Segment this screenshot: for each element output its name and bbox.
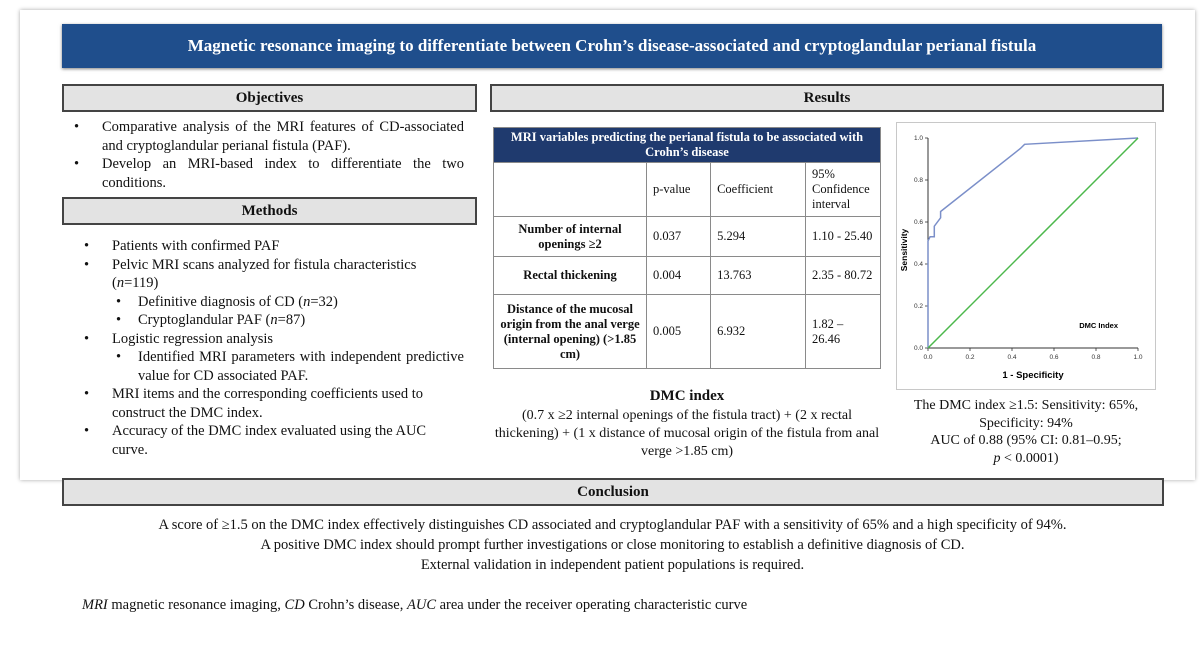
list-item: • MRI items and the corresponding coefficients used to construct the DMC index. [72, 385, 464, 422]
poster-title: Magnetic resonance imaging to differentiate between Crohn’s disease-associated and cryptoglandular perianal fistula [62, 24, 1162, 68]
roc-y-tick-label: 0.8 [913, 177, 923, 185]
abbreviations-footnote [82, 597, 747, 614]
abbr-cd: CD [284, 597, 305, 613]
table-row [494, 257, 881, 295]
list-item: • Accuracy of the DMC index evaluated using the AUC curve. [72, 422, 464, 459]
p-symbol: p [993, 450, 1001, 466]
roc-x-tick-label: 1.0 [1133, 354, 1143, 361]
list-item: • Identified MRI parameters with independent predictive value for CD associated PAF. [72, 348, 464, 385]
abbr-mri-def: magnetic resonance imaging, [107, 597, 285, 613]
table-row [494, 295, 881, 369]
table-cell: 1.82 – 26.46 [806, 295, 881, 369]
conclusion-line: A score of ≥1.5 on the DMC index effectively distinguishes CD associated and cryptoglandular PAF with a sensitivity of 65% and a high specificity of 94%. [158, 517, 1067, 533]
dmc-index-formula: (0.7 x ≥2 internal openings of the fistula tract) + (2 x rectal thickening) + (1 x distance of mucosal origin of the fistula from anal verge >1.85 cm) [494, 408, 880, 459]
roc-y-tick-label: 0.6 [913, 219, 923, 227]
abbr-auc: AUC [406, 597, 436, 613]
abbr-cd-def: Crohn’s disease, [304, 597, 407, 613]
table-cell: 1.10 - 25.40 [806, 217, 881, 257]
table-title: MRI variables predicting the perianal fistula to be associated with Crohn’s disease [494, 128, 881, 163]
table-cell: 6.932 [711, 295, 806, 369]
roc-y-tick-label: 1.0 [913, 135, 923, 143]
roc-frame [897, 123, 1156, 390]
table-cell: 13.763 [711, 257, 806, 295]
table-cell-variable: Number of internal openings ≥2 [494, 217, 647, 257]
table-header-blank [494, 163, 647, 217]
objectives-list [62, 118, 464, 192]
roc-x-tick-label: 0.8 [1091, 354, 1101, 361]
roc-ylabel: Sensitivity [899, 228, 909, 272]
roc-x-tick-label: 0.4 [1007, 354, 1017, 361]
conclusion-text [40, 515, 1185, 575]
predictor-table [493, 127, 881, 369]
methods-list [72, 237, 464, 459]
conclusion-line: A positive DMC index should prompt further investigations or close monitoring to establish a definitive diagnosis of CD. [260, 537, 965, 553]
list-item: • Cryptoglandular PAF (n=87) [72, 311, 464, 330]
table-header: Coefficient [711, 163, 806, 217]
table-cell-variable: Distance of the mucosal origin from the anal verge (internal opening) (>1.85 cm) [494, 295, 647, 369]
table-header: p-value [647, 163, 711, 217]
table-header: 95% Confidence interval [806, 163, 881, 217]
roc-y-tick-label: 0.2 [913, 303, 923, 311]
table-cell: 0.037 [647, 217, 711, 257]
list-item: • Logistic regression analysis [72, 330, 464, 349]
table-row [494, 217, 881, 257]
table-cell: 0.005 [647, 295, 711, 369]
conclusion-heading: Conclusion [62, 478, 1164, 506]
list-item: • Patients with confirmed PAF [72, 237, 464, 256]
roc-caption-line3 [896, 450, 1156, 468]
abbr-auc-def: area under the receiver operating characteristic curve [435, 597, 748, 613]
roc-x-tick-label: 0.6 [1049, 354, 1059, 361]
conclusion-line: External validation in independent patient populations is required. [420, 557, 805, 573]
results-heading: Results [490, 84, 1164, 112]
roc-y-tick-label: 0.0 [913, 345, 923, 353]
abbr-mri: MRI [82, 597, 108, 613]
table-cell-variable: Rectal thickening [494, 257, 647, 295]
roc-x-tick-label: 0.2 [965, 354, 975, 361]
methods-heading: Methods [62, 197, 477, 225]
roc-caption-line1: The DMC index ≥1.5: Sensitivity: 65%, Specificity: 94% [913, 398, 1139, 431]
table-cell: 0.004 [647, 257, 711, 295]
table-cell: 5.294 [711, 217, 806, 257]
list-item: • Comparative analysis of the MRI features of CD-associated and cryptoglandular perianal fistula (PAF). [62, 118, 464, 155]
table-cell: 2.35 - 80.72 [806, 257, 881, 295]
list-item: • Definitive diagnosis of CD (n=32) [72, 293, 464, 312]
list-item: • Develop an MRI-based index to differentiate the two conditions. [62, 155, 464, 192]
list-item [72, 256, 464, 293]
roc-chart [896, 122, 1156, 390]
p-value: < 0.0001) [1000, 450, 1059, 466]
roc-caption-line2: AUC of 0.88 (95% CI: 0.81–0.95; [930, 433, 1122, 448]
roc-caption [896, 397, 1156, 467]
roc-y-tick-label: 0.4 [913, 261, 923, 269]
roc-x-tick-label: 0.0 [923, 354, 933, 361]
objectives-heading: Objectives [62, 84, 477, 112]
methods-mri-text: Pelvic MRI scans analyzed for fistula characteristics (n=119) [112, 256, 417, 291]
roc-xlabel: 1 - Specificity [1002, 370, 1064, 381]
dmc-index-title: DMC index [649, 388, 725, 404]
roc-annotation: DMC Index [1079, 321, 1118, 330]
